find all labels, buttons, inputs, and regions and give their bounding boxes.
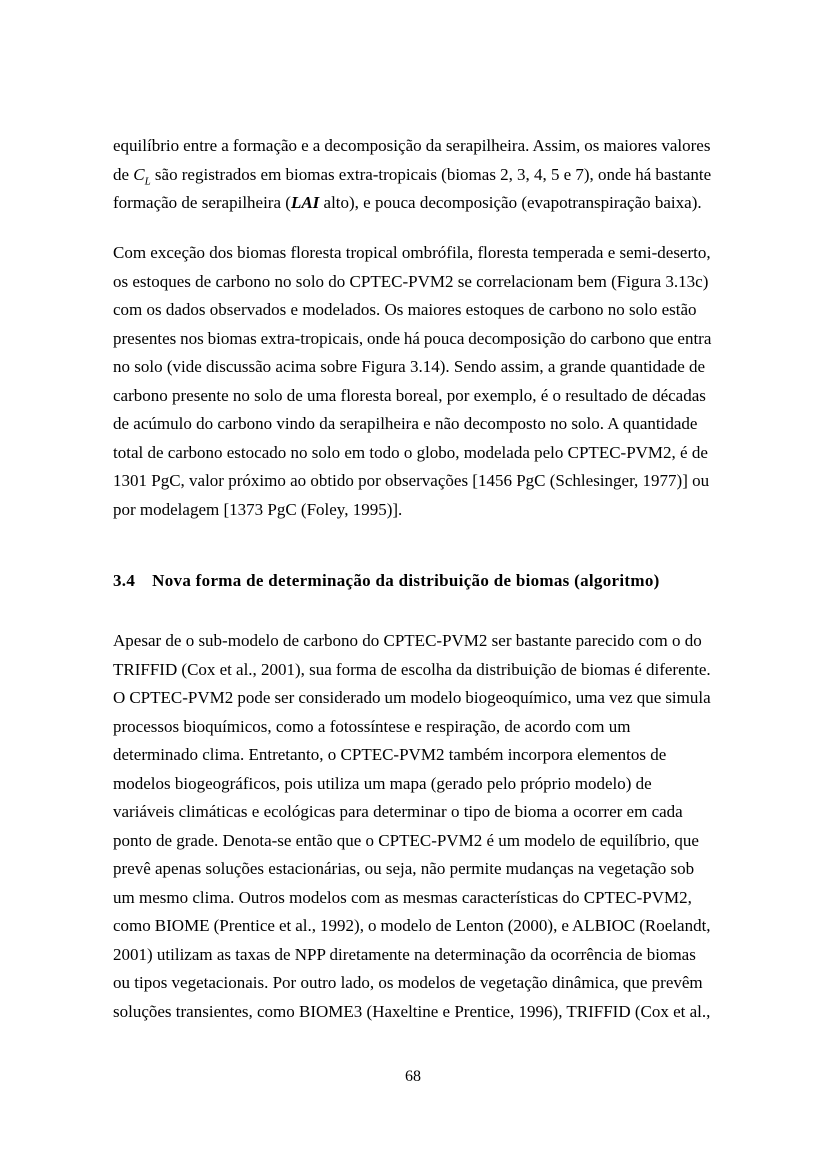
page-footer (0, 1063, 826, 1092)
text-line (113, 770, 711, 799)
text-line (113, 627, 711, 656)
text-line (113, 353, 711, 382)
section-heading (113, 567, 753, 596)
text-segment: um mesmo clima. Outros modelos com as mesmas características do CPTEC-PVM2, (113, 887, 692, 907)
text-line (113, 189, 711, 218)
text-segment: 1301 PgC, valor próximo ao obtido por observações [1456 PgC (Schlesinger, 1977)] ou (113, 471, 710, 490)
text-line (113, 325, 711, 354)
paragraph-algoritmo-biomas (113, 627, 711, 1026)
text-line (113, 132, 711, 161)
text-segment: de (113, 164, 134, 184)
text-segment: ou tipos vegetacionais. Por outro lado, os modelos de vegetação dinâmica, que prevêm (113, 973, 703, 992)
text-line (113, 161, 711, 190)
text-segment: modelos biogeográficos, pois utiliza um mapa (gerado pelo próprio modelo) de (113, 773, 652, 793)
text-segment: alto), e pouca decomposição (evapotranspiração baixa). (319, 193, 702, 212)
text-segment: Com exceção dos biomas floresta tropical ombrófila, floresta temperada e semi-deserto, (113, 243, 711, 262)
text-segment: como BIOME (Prentice et al., 1992), o modelo de Lenton (2000), e ALBIOC (Roelandt, (113, 916, 711, 935)
text-line (113, 798, 711, 827)
text-segment: determinado clima. Entretanto, o CPTEC-PVM2 também incorpora elementos de (113, 745, 667, 764)
text-segment: os estoques de carbono no solo do CPTEC-PVM2 se correlacionam bem (Figura 3.13c) (113, 271, 709, 291)
text-line (113, 239, 711, 268)
text-line (113, 713, 711, 742)
text-segment: LAI (290, 193, 320, 212)
text-line (113, 941, 711, 970)
text-line (113, 912, 711, 941)
text-segment: variáveis climáticas e ecológicas para determinar o tipo de bioma a ocorrer em cada (113, 802, 683, 821)
text-line (113, 969, 711, 998)
text-segment: L (144, 174, 151, 187)
text-segment: 2001) utilizam as taxas de NPP diretamente na determinação da ocorrência de biomas (113, 944, 696, 964)
text-segment: prevê apenas soluções estacionárias, ou seja, não permite mudanças na vegetação sob (113, 859, 695, 878)
text-line (113, 296, 711, 325)
text-segment: total de carbono estocado no solo em todo o globo, modelada pelo CPTEC-PVM2, é de (113, 442, 708, 462)
text-line (113, 439, 711, 468)
text-line (113, 467, 711, 496)
text-segment: de acúmulo do carbono vindo da serapilheira e não decomposto no solo. A quantidade (113, 414, 698, 433)
text-line (113, 496, 711, 525)
text-segment: TRIFFID (Cox et al., 2001), sua forma de escolha da distribuição de biomas é diferente. (113, 659, 711, 679)
text-segment: ponto de grade. Denota-se então que o CPTEC-PVM2 é um modelo de equilíbrio, que (113, 830, 699, 850)
paragraph-estoques-carbono (113, 239, 711, 524)
text-segment: soluções transientes, como BIOME3 (Haxeltine e Prentice, 1996), TRIFFID (Cox et al., (113, 1001, 711, 1021)
text-segment: por modelagem [1373 PgC (Foley, 1995)]. (113, 499, 403, 519)
section-title: Nova forma de determinação da distribuição de biomas (algoritmo) (152, 571, 660, 590)
text-segment: no solo (vide discussão acima sobre Figura 3.14). Sendo assim, a grande quantidade de (113, 357, 706, 376)
text-segment: são registrados em biomas extra-tropicais (biomas 2, 3, 4, 5 e 7), onde há bastante (150, 164, 712, 184)
text-segment: Apesar de o sub-modelo de carbono do CPTEC-PVM2 ser bastante parecido com o do (113, 631, 702, 650)
text-line (113, 884, 711, 913)
text-segment: com os dados observados e modelados. Os maiores estoques de carbono no solo estão (113, 300, 697, 319)
text-line (113, 410, 711, 439)
text-segment: C (133, 164, 145, 184)
text-segment: formação de serapilheira ( (113, 193, 291, 212)
text-segment: O CPTEC-PVM2 pode ser considerado um modelo biogeoquímico, uma vez que simula (113, 688, 711, 707)
text-line (113, 684, 711, 713)
text-line (113, 741, 711, 770)
text-line (113, 382, 711, 411)
text-line (113, 855, 711, 884)
text-segment: presentes nos biomas extra-tropicais, onde há pouca decomposição do carbono que entra (113, 328, 712, 348)
text-line (113, 268, 711, 297)
text-segment: processos bioquímicos, como a fotossíntese e respiração, de acordo com um (113, 716, 631, 736)
paragraph-serapilheira (113, 132, 711, 218)
text-line (113, 998, 711, 1027)
section-number: 3.4 (113, 571, 136, 590)
text-segment: carbono presente no solo de uma floresta boreal, por exemplo, é o resultado de décadas (113, 385, 706, 405)
text-line (113, 827, 711, 856)
text-line (113, 656, 711, 685)
page-number: 68 (405, 1068, 421, 1085)
text-segment: equilíbrio entre a formação e a decomposição da serapilheira. Assim, os maiores valores (113, 136, 711, 155)
